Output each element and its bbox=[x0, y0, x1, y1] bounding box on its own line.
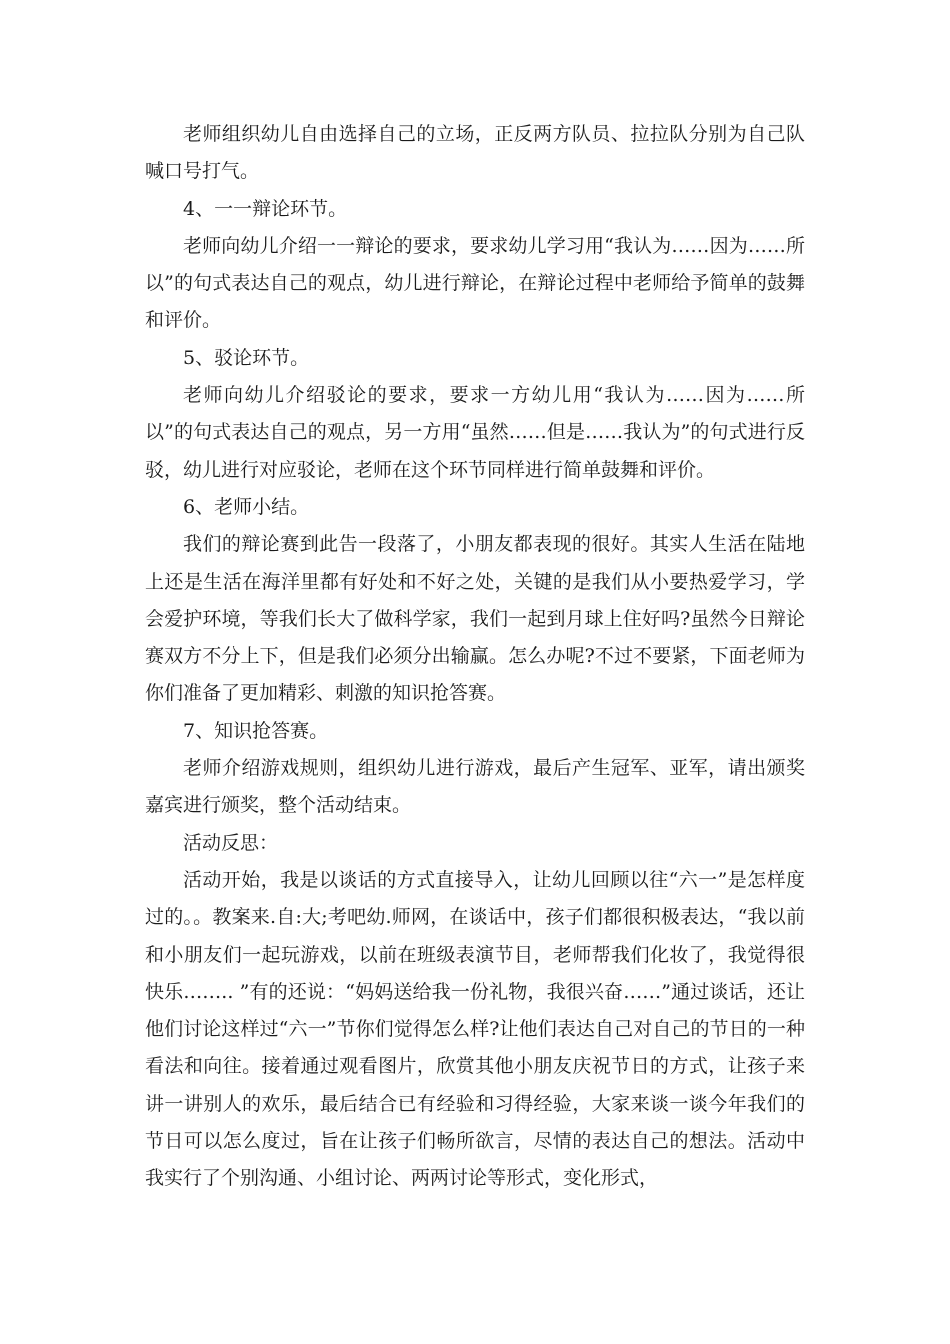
paragraph-one-on-one-debate: 老师向幼儿介绍一一辩论的要求，要求幼儿学习用“我认为……因为……所以”的句式表达自己的观点，幼儿进行辩论，在辩论过程中老师给予简单的鼓舞和评价。 bbox=[145, 234, 805, 332]
section-heading-rebuttal: 5、驳论环节。 bbox=[183, 346, 310, 369]
section-heading-quiz: 7、知识抢答赛。 bbox=[183, 719, 329, 742]
section-heading-teacher-summary: 6、老师小结。 bbox=[183, 495, 310, 518]
paragraph-reflection: 活动开始，我是以谈话的方式直接导入，让幼儿回顾以往“六一”是怎样度过的。。教案来.自:大;考吧幼.师网，在谈话中，孩子们都很积极表达，“我以前和小朋友们一起玩游戏，以前在班级表演节目，老师帮我们化妆了，我觉得很快乐…….. ”有的还说：“妈妈送给我一份礼物，我很兴奋……”通过谈话，还让他们讨论这样过“六一”节你们觉得怎么样?让他们表达自己对自己的节日的一种看法和向往。接着通过观看图片，欣赏其他小朋友庆祝节日的方式，让孩子来讲一讲别人的欢乐，最后结合已有经验和习得经验，大家来谈一谈今年我们的节日可以怎么度过，旨在让孩子们畅所欲言，尽情的表达自己的想法。活动中我实行了个别沟通、小组讨论、两两讨论等形式，变化形式， bbox=[145, 868, 805, 1190]
paragraph-teacher-summary: 我们的辩论赛到此告一段落了，小朋友都表现的很好。其实人生活在陆地上还是生活在海洋里都有好处和不好之处，关键的是我们从小要热爱学习，学会爱护环境，等我们长大了做科学家，我们一起到月球上住好吗?虽然今日辩论赛双方不分上下，但是我们必须分出输赢。怎么办呢?不过不要紧，下面老师为你们准备了更加精彩、刺激的知识抢答赛。 bbox=[145, 533, 805, 705]
section-heading-reflection: 活动反思： bbox=[183, 831, 279, 854]
paragraph-quiz: 老师介绍游戏规则，组织幼儿进行游戏，最后产生冠军、亚军，请出颁奖嘉宾进行颁奖，整个活动结束。 bbox=[145, 757, 805, 817]
paragraph-rebuttal: 老师向幼儿介绍驳论的要求，要求一方幼儿用“我认为……因为……所以”的句式表达自己的观点，另一方用“虽然……但是……我认为”的句式进行反驳，幼儿进行对应驳论，老师在这个环节同样进行简单鼓舞和评价。 bbox=[145, 384, 805, 481]
section-heading-one-on-one-debate: 4、一一辩论环节。 bbox=[183, 197, 348, 220]
paragraph-team-cheer: 老师组织幼儿自由选择自己的立场，正反两方队员、拉拉队分别为自己队喊口号打气。 bbox=[145, 123, 805, 183]
document-body bbox=[145, 116, 805, 1198]
